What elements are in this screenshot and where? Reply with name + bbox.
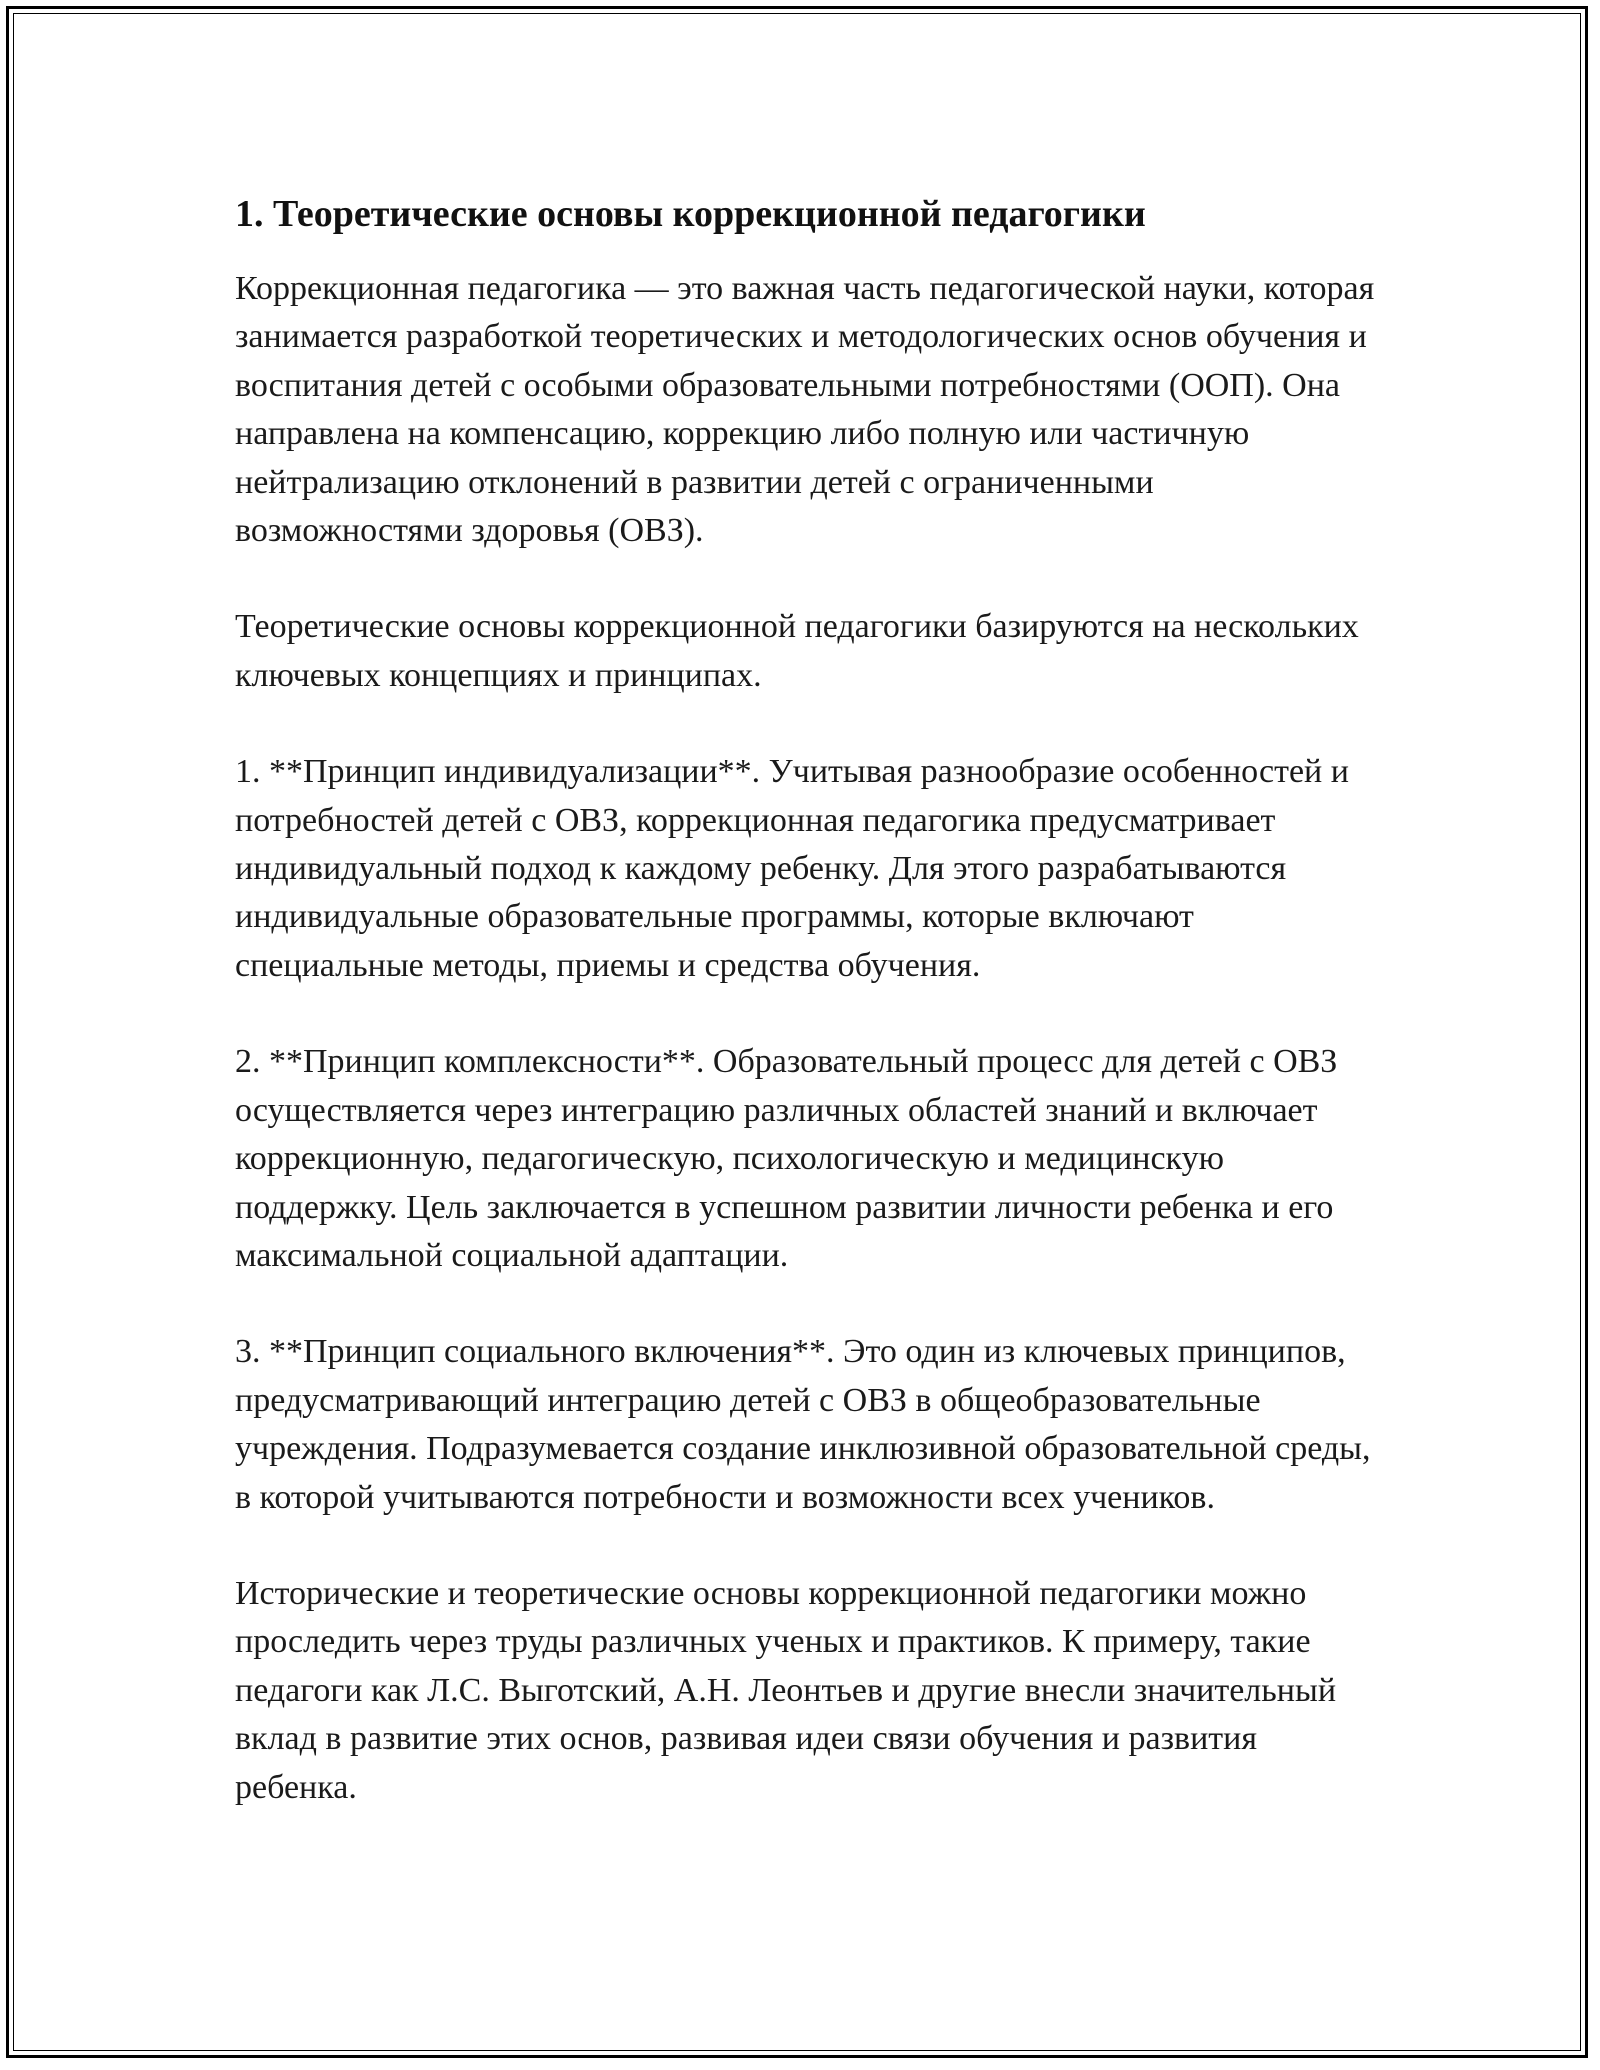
paragraph-principle-individualization: 1. **Принцип индивидуализации**. Учитывая разнообразие особенностей и потребностей детей с ОВЗ, коррекционная педагогика предусматривает индивидуальный подход к каждому ребенку. Для этого разрабатываются индивидуальные образовательные программы, которые включают специальные методы, приемы и средства обучения. [235,753,1349,984]
paragraph-intro: Коррекционная педагогика — это важная часть педагогической науки, которая занимается разработкой теоретических и методологических основ обучения и воспитания детей с особыми образовательными потребностями (ООП). Она направлена на компенсацию, коррекцию либо полную или частичную нейтрализацию отклонений в развитии детей с ограниченными возможностями здоровья (ОВЗ). [235,270,1375,550]
section-heading: 1. Теоретические основы коррекционной педагогики [235,193,1146,235]
paragraph-principle-complexity: 2. **Принцип комплексности**. Образовательный процесс для детей с ОВЗ осуществляется через интеграцию различных областей знаний и включает коррекционную, педагогическую, психологическую и медицинскую поддержку. Цель заключается в успешном развитии личности ребенка и его максимальной социальной адаптации. [235,1043,1338,1274]
paragraph-principle-social-inclusion: 3. **Принцип социального включения**. Это один из ключевых принципов, предусматривающий интеграцию детей с ОВЗ в общеобразовательные учреждения. Подразумевается создание инклюзивной образовательной среды, в которой учитываются потребности и возможности всех учеников. [235,1333,1371,1516]
document-body [235,185,1385,1860]
paragraph-foundations: Теоретические основы коррекционной педагогики базируются на нескольких ключевых концепциях и принципах. [235,608,1359,694]
paragraph-historical: Исторические и теоретические основы коррекционной педагогики можно проследить через труды различных ученых и практиков. К примеру, такие педагоги как Л.С. Выготский, А.Н. Леонтьев и другие внесли значительный вклад в развитие этих основ, развивая идеи связи обучения и развития ребенка. [235,1574,1337,1806]
